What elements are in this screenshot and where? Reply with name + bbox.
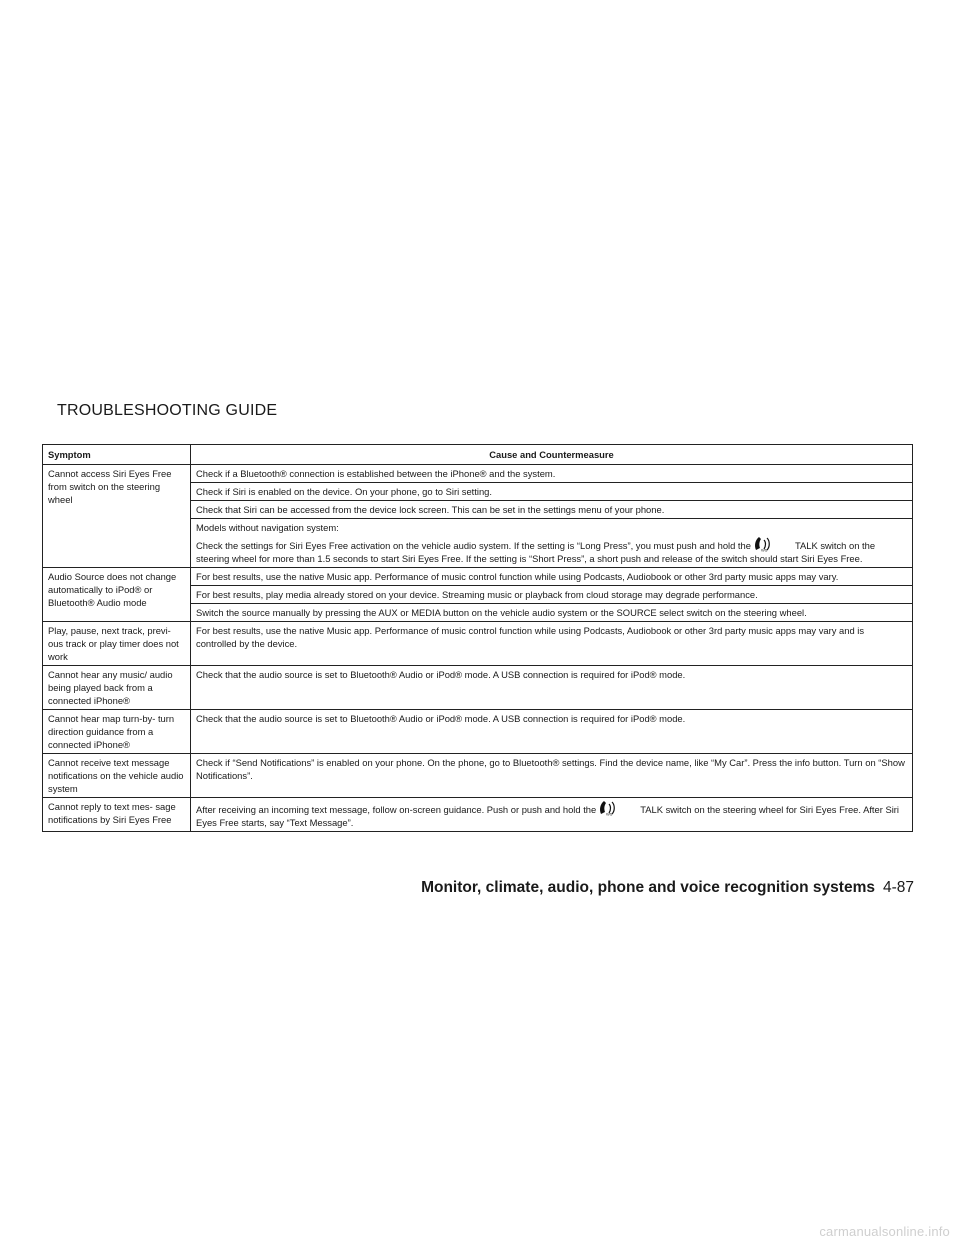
cause-cell: Switch the source manually by pressing the AUX or MEDIA button on the vehicle audio system or the SOURCE select switch on the steering wheel.: [191, 604, 913, 622]
symptom-cell: Cannot hear map turn-by- turn direction guidance from a connected iPhone®: [43, 710, 191, 754]
cause-cell: Check that the audio source is set to Bluetooth® Audio or iPod® mode. A USB connection is required for iPod® mode.: [191, 666, 913, 710]
cause-cell: For best results, use the native Music app. Performance of music control function while using Podcasts, Audiobook or other 3rd party music apps may vary and is controlled by the device.: [191, 622, 913, 666]
cause-cell: Check if “Send Notifications” is enabled on your phone. On the phone, go to Bluetooth® settings. Find the device name, like “My Car”. Press the info button. Turn on “Show Notifications”.: [191, 754, 913, 798]
cause-text-before: Check the settings for Siri Eyes Free activation on the vehicle audio system. If the setting is “Long Press”, you must push and hold the: [196, 540, 751, 551]
table-row: [43, 710, 913, 754]
page-number: 4-87: [882, 879, 914, 896]
watermark-text: carmanualsonline.info: [819, 1224, 950, 1239]
symptom-cell: Cannot access Siri Eyes Free from switch on the steering wheel: [43, 465, 191, 568]
cause-cell: Check that Siri can be accessed from the device lock screen. This can be set in the settings menu of your phone.: [191, 501, 913, 519]
cause-cell: Check that the audio source is set to Bluetooth® Audio or iPod® mode. A USB connection is required for iPod® mode.: [191, 710, 913, 754]
cause-text-before: After receiving an incoming text message, follow on-screen guidance. Push or push and hold the: [196, 804, 597, 815]
table-row: [43, 622, 913, 666]
table-header-row: [43, 445, 913, 465]
cause-cell: For best results, use the native Music app. Performance of music control function while using Podcasts, Audiobook or other 3rd party music apps may vary.: [191, 568, 913, 586]
talk-switch-icon: [598, 800, 620, 816]
talk-switch-icon: [753, 536, 775, 552]
cause-cell: Check if a Bluetooth® connection is established between the iPhone® and the system.: [191, 465, 913, 483]
symptom-cell: Audio Source does not change automatically to iPod® or Bluetooth® Audio mode: [43, 568, 191, 622]
cause-cell: [191, 519, 913, 568]
symptom-cell: Cannot reply to text mes- sage notifications by Siri Eyes Free: [43, 798, 191, 832]
svg-text:WS: WS: [760, 547, 768, 552]
cause-cell: [191, 798, 913, 832]
cause-text: [196, 536, 907, 565]
cause-text-after: TALK switch on the steering wheel for Siri Eyes Free. After Siri Eyes Free starts, say “Text Message”.: [196, 804, 900, 828]
footer-section-title: Monitor, climate, audio, phone and voice recognition systems: [421, 879, 875, 896]
cause-cell: For best results, play media already stored on your device. Streaming music or playback from cloud storage may degrade performance.: [191, 586, 913, 604]
symptom-cell: Cannot hear any music/ audio being played back from a connected iPhone®: [43, 666, 191, 710]
header-cause: Cause and Countermeasure: [191, 445, 913, 465]
cause-heading: Models without navigation system:: [196, 522, 339, 533]
table-row: [43, 754, 913, 798]
symptom-cell: Play, pause, next track, previ- ous track or play timer does not work: [43, 622, 191, 666]
table-row: [43, 568, 913, 586]
table-row: [43, 666, 913, 710]
cause-text-after: TALK switch on the steering wheel for more than 1.5 seconds to start Siri Eyes Free. If the setting is “Short Press”, a short push and release of the switch should start Siri Eyes Free.: [196, 540, 876, 564]
page-title: TROUBLESHOOTING GUIDE: [57, 402, 278, 419]
header-symptom: Symptom: [43, 445, 191, 465]
troubleshooting-table: [42, 444, 913, 832]
page-footer: [421, 879, 914, 897]
symptom-cell: Cannot receive text message notifications on the vehicle audio system: [43, 754, 191, 798]
svg-text:WS: WS: [606, 811, 613, 816]
table-row: [43, 798, 913, 832]
table-row: [43, 465, 913, 483]
cause-cell: Check if Siri is enabled on the device. On your phone, go to Siri setting.: [191, 483, 913, 501]
